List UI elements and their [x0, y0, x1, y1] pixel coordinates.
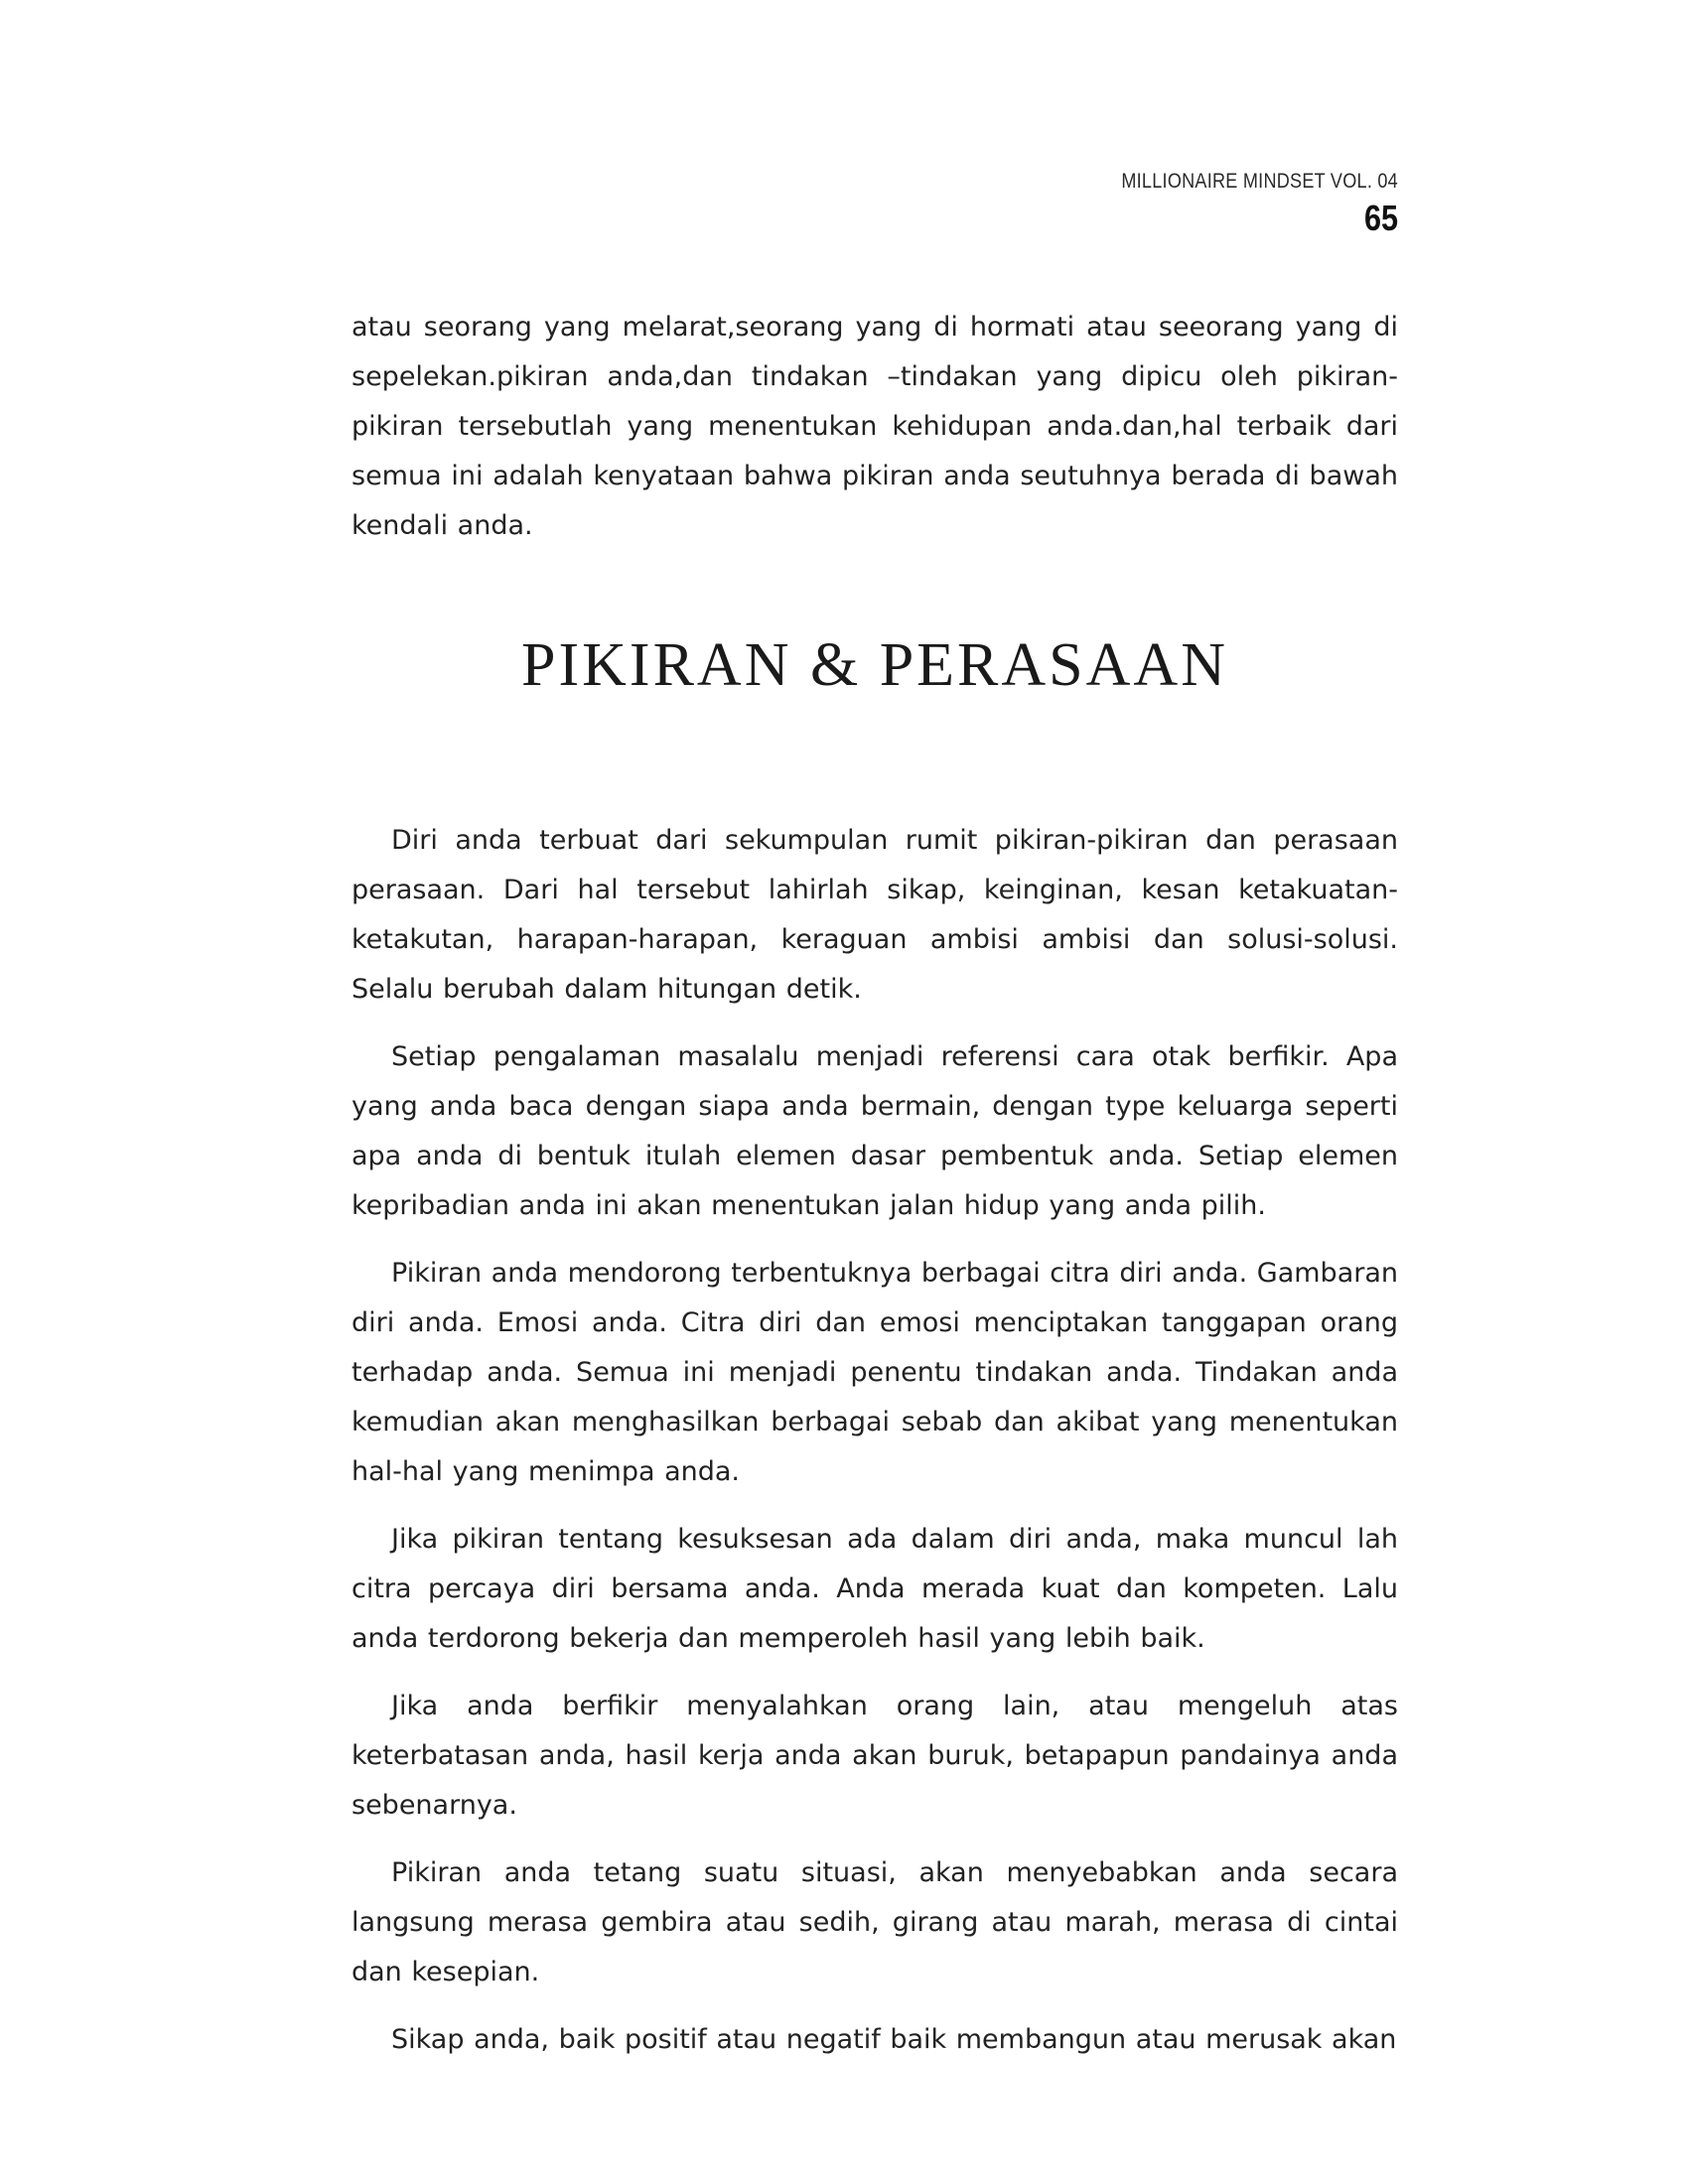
chapter-body — [352, 816, 1398, 2083]
running-header — [1076, 167, 1398, 240]
page-number: 65 — [1363, 198, 1398, 238]
intro-paragraph: atau seorang yang melarat,seorang yang di hormati atau seeorang yang di sepelekan.pikiran anda,dan tindakan –tindakan yang dipicu oleh pikiran-pikiran tersebutlah yang menentukan kehidupan anda.dan,hal terbaik dari semua ini adalah kenyataan bahwa pikiran anda seutuhnya berada di bawah kendali anda. — [352, 312, 1398, 541]
intro-text — [352, 303, 1398, 551]
paragraph: Jika anda berfikir menyalahkan orang lain, atau mengeluh atas keterbatasan anda, hasil kerja anda akan buruk, betapapun pandainya anda sebenarnya. — [352, 1691, 1398, 1821]
paragraph: Pikiran anda mendorong terbentuknya berbagai citra diri anda. Gambaran diri anda. Emosi anda. Citra diri dan emosi menciptakan tanggapan orang terhadap anda. Semua ini menjadi penentu tindakan anda. Tindakan anda kemudian akan menghasilkan berbagai sebab dan akibat yang menentukan hal-hal yang menimpa anda. — [352, 1258, 1398, 1487]
paragraph: Diri anda terbuat dari sekumpulan rumit pikiran-pikiran dan perasaan perasaan. Dari hal tersebut lahirlah sikap, keinginan, kesan ketakuatan-ketakutan, harapan-harapan, keraguan ambisi ambisi dan solusi-solusi. Selalu berubah dalam hitungan detik. — [352, 825, 1398, 1005]
chapter-title: PIKIRAN & PERASAAN — [521, 631, 1228, 699]
paragraph: Setiap pengalaman masalalu menjadi referensi cara otak berfikir. Apa yang anda baca dengan siapa anda bermain, dengan type keluarga seperti apa anda di bentuk itulah elemen dasar pembentuk anda. Setiap elemen kepribadian anda ini akan menentukan jalan hidup yang anda pilih. — [352, 1041, 1398, 1221]
book-title: MILLIONAIRE MINDSET VOL. 04 — [1121, 170, 1398, 193]
paragraph: Pikiran anda tetang suatu situasi, akan menyebabkan anda secara langsung merasa gembira atau sedih, girang atau marah, merasa di cintai dan kesepian. — [352, 1857, 1398, 1987]
paragraph: Sikap anda, baik positif atau negatif baik membangun atau merusak akan — [391, 2024, 1397, 2055]
paragraph: Jika pikiran tentang kesuksesan ada dalam diri anda, maka muncul lah citra percaya diri bersama anda. Anda merada kuat dan kompeten. Lalu anda terdorong bekerja dan memperoleh hasil yang lebih baik. — [352, 1524, 1398, 1654]
